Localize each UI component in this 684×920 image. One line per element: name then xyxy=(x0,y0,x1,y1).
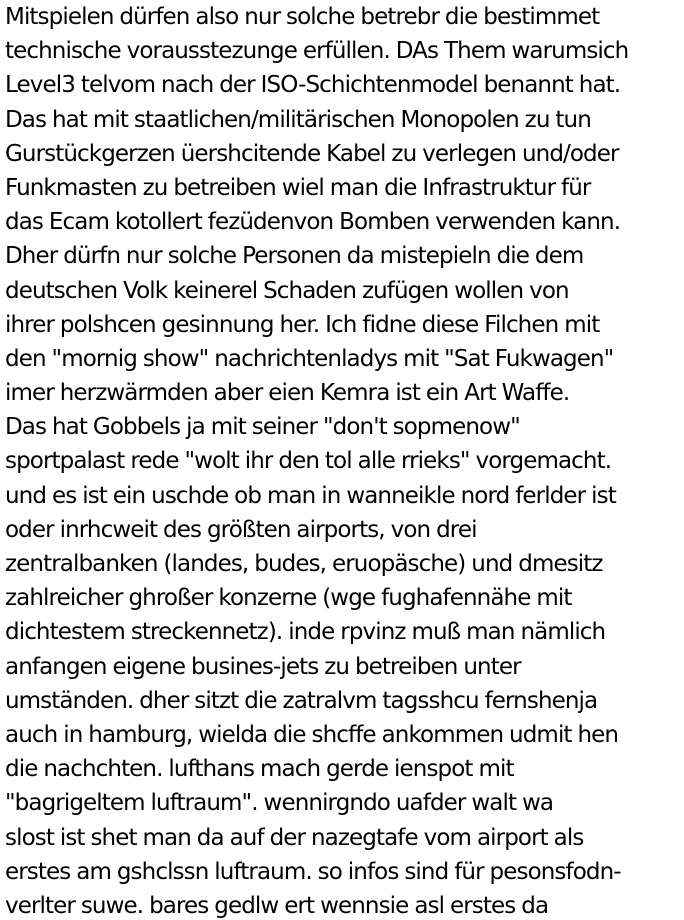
text-line: dichtestem streckennetz). inde rpvinz muß man nämlich xyxy=(5,619,606,646)
text-line: Das hat mit staatlichen/militärischen Monopolen zu tun xyxy=(5,106,591,133)
text-line: die nachchten. lufthans mach gerde ienspot mit xyxy=(5,756,514,783)
text-line: zahlreicher ghroßer konzerne (wge fughafennähe mit xyxy=(5,585,572,612)
text-line: umständen. dher sitzt die zatralvm tagsshcu fernshenja xyxy=(5,687,598,714)
text-line: slost ist shet man da auf der nazegtafe vom airport als xyxy=(5,824,584,851)
text-line: zentralbanken (landes, budes, eruopäsche) und dmesitz xyxy=(5,551,603,577)
text-line: Level3 telvom nach der ISO-Schichtenmodel benannt hat. xyxy=(5,72,621,99)
text-line: den "mornig show" nachrichtenladys mit "Sat Fukwagen" xyxy=(5,345,614,372)
text-line: anfangen eigene busines-jets zu betreiben unter xyxy=(5,653,521,680)
text-line: deutschen Volk keinerel Schaden zufügen wollen von xyxy=(5,277,569,304)
text-line: Gurstückgerzen üershcitende Kabel zu verlegen und/oder xyxy=(5,140,619,167)
text-line: ihrer polshcen gesinnung her. Ich fidne diese Filchen mit xyxy=(5,311,600,338)
text-line: sportpalast rede "wolt ihr den tol alle rrieks" vorgemacht. xyxy=(5,448,612,475)
text-line: oder inrhcweit des größten airports, von drei xyxy=(5,516,477,543)
text-line: Das hat Gobbels ja mit seiner "don't sopmenow" xyxy=(5,414,520,441)
text-line: Dher dürfn nur solche Personen da mistepieln die dem xyxy=(5,243,584,270)
text-line: "bagrigeltem luftraum". wennirgndo uafder walt wa xyxy=(5,790,554,817)
text-line: verlter suwe. bares gedlw ert wennsie asl erstes da xyxy=(5,892,549,919)
text-line: das Ecam kotollert fezüdenvon Bomben verwenden kann. xyxy=(5,209,621,236)
text-line: Mitspielen dürfen also nur solche betrebr die bestimmet xyxy=(5,4,600,30)
text-line: und es ist ein uschde ob man in wanneikle nord ferlder ist xyxy=(5,482,616,509)
text-line: erstes am gshclssn luftraum. so infos sind für pesonsfodn- xyxy=(5,858,621,885)
text-line: technische vorausstezunge erfüllen. DAs Them warumsich xyxy=(5,38,629,65)
document-body xyxy=(5,0,684,920)
text-line: auch in hamburg, wielda die shcffe ankommen udmit hen xyxy=(5,721,619,748)
text-line: Funkmasten zu betreiben wiel man die Infrastruktur für xyxy=(5,174,591,201)
text-line: imer herzwärmden aber eien Kemra ist ein Art Waffe. xyxy=(5,380,570,407)
